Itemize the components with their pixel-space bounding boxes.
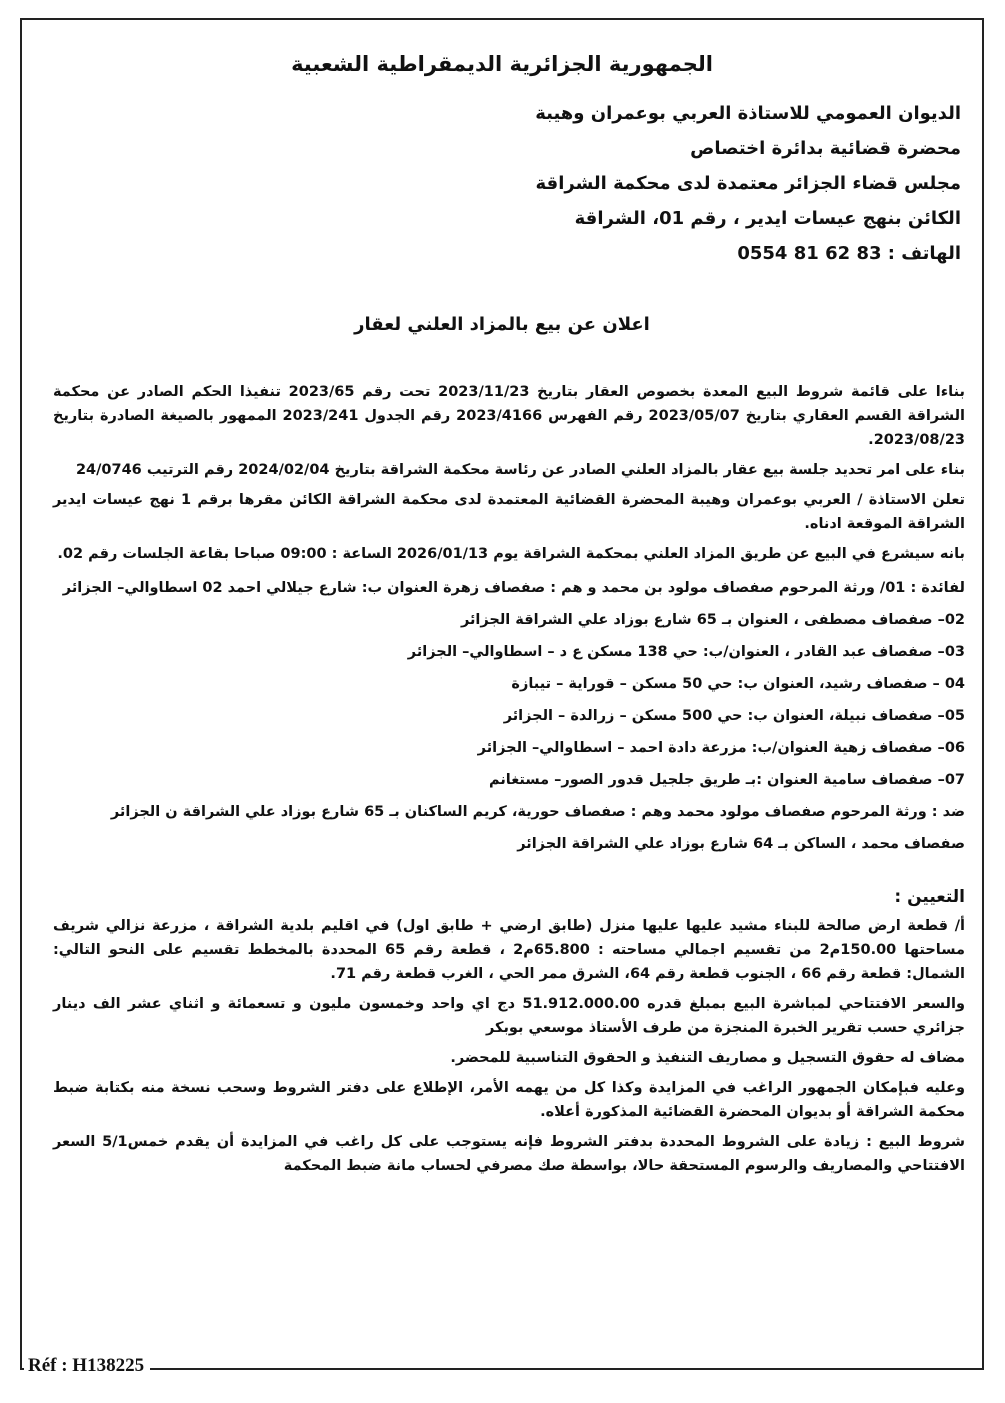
intro-paragraph: تعلن الاستاذة / العربي بوعمران وهيبة المحضرة القضائية المعتمدة لدى محكمة الشراقة الكائن مقرها برقم 1 نهج عيسات ايدير الشراقة الموقعة ادناه. bbox=[53, 492, 965, 532]
office-phone: الهاتف : 83 62 81 0554 bbox=[737, 243, 961, 264]
sale-conditions-paragraph: شروط البيع : زيادة على الشروط المحددة بدفتر الشروط فإنه يستوجب على كل راغب في المزايدة أن يقدم خمس5/1 السعر الافتتاحي والمصاريف والرسوم المستحقة حالا، بواسطة صك مصرفي لحساب مانة ضبط المحكمة bbox=[53, 1134, 965, 1174]
office-line: محضرة قضائية بدائرة اختصاص bbox=[690, 138, 961, 159]
fees-paragraph: مضاف له حقوق التسجيل و مصاريف التنفيذ و الحقوق التناسبية للمحضر. bbox=[450, 1050, 965, 1066]
beneficiary-item: 07– صفصاف سامية العنوان :بـ طريق جلجيل قدور الصور– مستغانم bbox=[488, 772, 965, 788]
reference-label: Réf : H138225 bbox=[24, 1355, 150, 1377]
intro-paragraph: بناء على امر تحديد جلسة بيع عقار بالمزاد العلني الصادر عن رئاسة محكمة الشراقة بتاريخ 2024/02/04 رقم الترتيب 24/0746 bbox=[75, 462, 965, 478]
consultation-paragraph: وعليه فبإمكان الجمهور الراغب في المزايدة وكذا كل من يهمه الأمر، الإطلاع على دفتر الشروط وسحب نسخة منه بكتابة ضبط محكمة الشراقة أو بديوان المحضرة القضائية المذكورة أعلاه. bbox=[53, 1080, 965, 1120]
office-header bbox=[241, 96, 961, 271]
beneficiary-item: 04 – صفصاف رشيد، العنوان ب: حي 50 مسكن – قوراية – تيبازة bbox=[511, 676, 965, 692]
office-line: الكائن بنهج عيسات ايدير ، رقم 01، الشراقة bbox=[574, 208, 961, 229]
notice-body bbox=[53, 380, 965, 1184]
designation-paragraph: أ/ قطعة ارض صالحة للبناء مشيد عليها عليها منزل (طابق ارضي + طابق اول) في اقليم بلدية الشراقة ، مزرعة نزالي شريف مساحتها 150.00م2 من تقسيم اجمالي مساحته : 65.800م2 ، قطعة رقم 65 المحددة بالمخطط تقسيم على النحو التالي: الشمال: قطعة رقم 66 ، الجنوب قطعة رقم 64، الشرق ممر الحي ، الغرب قطعة رقم 71. bbox=[53, 918, 965, 982]
beneficiary-item: 03– صفصاف عبد القادر ، العنوان/ب: حي 138 مسكن ع د – اسطاوالي– الجزائر bbox=[407, 644, 965, 660]
republic-title: الجمهورية الجزائرية الديمقراطية الشعبية bbox=[291, 52, 713, 76]
office-line: الديوان العمومي للاستاذة العربي بوعمران وهيبة bbox=[535, 103, 961, 124]
opening-price-paragraph: والسعر الافتتاحي لمباشرة البيع بمبلغ قدره 51.912.000.00 دج اي واحد وخمسون مليون و تسعمائة و اثناي عشر الف دينار جزائري حسب تقرير الخبرة المنجزة من طرف الأستاذ موسعي بوبكر bbox=[53, 996, 965, 1036]
sale-date-paragraph: بانه سيشرع في البيع عن طريق المزاد العلني بمحكمة الشراقة يوم 2026/01/13 الساعة : 09:00 صباحا بقاعة الجلسات رقم 02. bbox=[57, 546, 965, 562]
beneficiary-item: 02– صفصاف مصطفى ، العنوان بـ 65 شارع بوزاد علي الشراقة الجزائر bbox=[460, 612, 965, 628]
beneficiary-item: 05– صفصاف نبيلة، العنوان ب: حي 500 مسكن – زرالدة – الجزائر bbox=[503, 708, 965, 724]
beneficiary-item: 06– صفصاف زهية العنوان/ب: مزرعة دادة احمد – اسطاوالي– الجزائر bbox=[477, 740, 965, 756]
beneficiary-item: لفائدة : 01/ ورثة المرحوم صفصاف مولود بن محمد و هم : صفصاف زهرة العنوان ب: شارع جيلالي احمد 02 اسطاوالي– الجزائر bbox=[62, 580, 965, 596]
against-item: ضد : ورثة المرحوم صفصاف مولود محمد وهم : صفصاف حورية، كريم الساكنان بـ 65 شارع بوزاد علي الشراقة ن الجزائر bbox=[110, 804, 965, 820]
intro-paragraph: بناءا على قائمة شروط البيع المعدة بخصوص العقار بتاريخ 2023/11/23 تحت رقم 2023/65 تنفيذا الحكم الصادر عن محكمة الشراقة القسم العقاري بتاريخ 2023/05/07 رقم الفهرس 2023/4166 رقم الجدول 2023/241 الممهور بالصيغة الصادرة بتاريخ 2023/08/23. bbox=[53, 384, 965, 448]
notice-title: اعلان عن بيع بالمزاد العلني لعقار bbox=[354, 314, 650, 335]
office-line: مجلس قضاء الجزائر معتمدة لدى محكمة الشراقة bbox=[535, 173, 961, 194]
designation-heading: التعيين : bbox=[894, 887, 965, 907]
against-item: صفصاف محمد ، الساكن بـ 64 شارع بوزاد علي الشراقة الجزائر bbox=[517, 836, 965, 852]
